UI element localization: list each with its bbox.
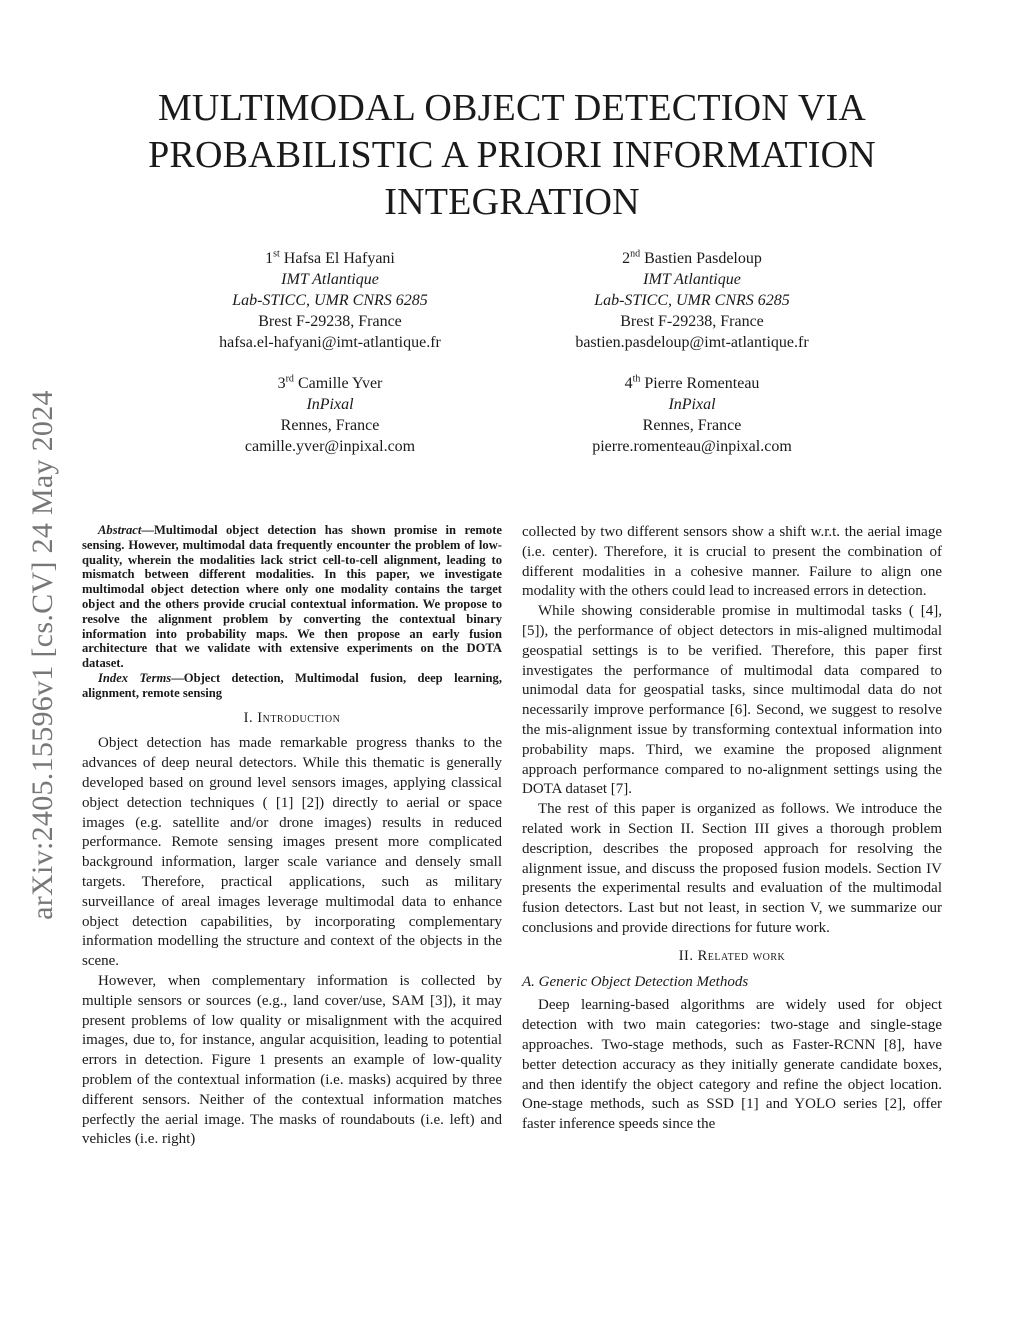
author-ordinal: 3 xyxy=(277,375,286,392)
author-name-line xyxy=(180,373,480,394)
author-ordinal-suffix: th xyxy=(632,373,641,385)
section-number: I. xyxy=(243,709,258,726)
author-email: camille.yver@inpixal.com xyxy=(244,438,416,455)
abstract-text: —Multimodal object detection has shown promise in remote sensing. However, multimodal data frequently encounter the problem of low-quality, wherein the modalities lack strict cell-to-cell alignment, leading to mismatch between different modalities. In this paper, we investigate multimodal object detection where only one modality contains the target object and the others provide crucial contextual information. We propose to resolve the alignment problem by converting the contextual binary information into probability maps. We then propose an early fusion architecture that we validate with extensive experiments on the DOTA dataset. xyxy=(82,523,502,671)
author-ordinal: 1 xyxy=(265,250,274,267)
author-block-3 xyxy=(180,373,480,457)
section-title: Introduction xyxy=(257,709,341,726)
author-address: Brest F-29238, France xyxy=(620,313,764,330)
section-heading-related-work xyxy=(522,947,942,967)
author-ordinal-suffix: rd xyxy=(285,373,294,385)
author-ordinal: 4 xyxy=(624,375,633,392)
author-name: Bastien Pasdeloup xyxy=(644,250,762,267)
author-name: Hafsa El Hafyani xyxy=(283,250,395,267)
author-affiliation: InPixal xyxy=(668,396,716,413)
author-affiliation: IMT Atlantique xyxy=(643,271,741,288)
author-name-line xyxy=(542,248,842,269)
related-work-paragraph-1: Deep learning-based algorithms are widely used for object detection with two main categories: two-stage and single-stage approaches. Two-stage methods, such as Faster-RCNN [8], have better detection accuracy as they initially generate candidate boxes, and then identify the object category and refine the object location. One-stage methods, such as SSD [1] and YOLO series [2], offer faster inference speeds since the xyxy=(522,997,942,1133)
author-lab: Lab-STICC, UMR CNRS 6285 xyxy=(232,292,428,309)
paper-title: MULTIMODAL OBJECT DETECTION VIA PROBABILISTIC A PRIORI INFORMATION INTEGRATION xyxy=(148,87,876,223)
author-address: Rennes, France xyxy=(642,417,742,434)
subsection-heading: A. Generic Object Detection Methods xyxy=(522,973,749,990)
author-address: Brest F-29238, France xyxy=(258,313,402,330)
intro-paragraph-2-continued: collected by two different sensors show a shift w.r.t. the aerial image (i.e. center). Therefore, it is crucial to present the combination of different modalities in a cohesive manner. Failure to align one modality with the others could lead to increased errors in detection. xyxy=(522,524,942,600)
author-name-line xyxy=(542,373,842,394)
author-block-1 xyxy=(180,248,480,353)
index-terms xyxy=(82,671,502,701)
left-column xyxy=(82,523,502,1150)
abstract-label: Abstract xyxy=(98,523,142,537)
index-terms-label: Index Terms xyxy=(98,670,172,685)
author-ordinal-suffix: st xyxy=(273,248,280,260)
intro-paragraph-1: Object detection has made remarkable progress thanks to the advances of deep neural detectors. While this thematic is generally developed based on ground level sensors images, applying classical object detection techniques ( [1] [2]) directly to aerial or space images (e.g. satellite and/or drone images) results in reduced performance. Remote sensing images present more complicated background information, larger scale variance and densely small targets. Therefore, practical applications, such as military surveillance of areal images leverage multimodal data to enhance object detection capabilities, by incorporating complementary information modelling the structure and context of the objects in the scene. xyxy=(82,735,502,970)
section-number: II. xyxy=(678,947,698,964)
abstract xyxy=(82,523,502,671)
section-title: Related work xyxy=(697,947,786,964)
arxiv-stamp xyxy=(23,345,63,965)
author-affiliation: InPixal xyxy=(306,396,354,413)
arxiv-stamp-text: arXiv:2405.15596v1 [cs.CV] 24 May 2024 xyxy=(26,390,59,920)
author-email: bastien.pasdeloup@imt-atlantique.fr xyxy=(575,334,809,351)
intro-paragraph-2: However, when complementary information is collected by multiple sensors or sources (e.g., land cover/use, SAM [3]), it may present problems of low quality or misalignment with the acquired images, due to, for instance, angular acquisition, leading to potential errors in detection. Figure 1 presents an example of low-quality problem of the contextual information (i.e. masks) acquired by three different sensors. Neither of the contextual information matches perfectly the aerial image. The masks of roundabouts (i.e. left) and vehicles (i.e. right) xyxy=(82,972,502,1148)
author-lab: Lab-STICC, UMR CNRS 6285 xyxy=(594,292,790,309)
author-ordinal-suffix: nd xyxy=(630,248,641,260)
right-column xyxy=(522,523,942,1135)
author-name: Pierre Romenteau xyxy=(644,375,760,392)
author-ordinal: 2 xyxy=(622,250,631,267)
author-block-4 xyxy=(542,373,842,457)
author-name-line xyxy=(180,248,480,269)
intro-paragraph-3: While showing considerable promise in multimodal tasks ( [4], [5]), the performance of object detectors in mis-aligned multimodal geospatial settings is to be verified. Therefore, this paper first investigates the performance of multimodal data compared to unimodal data for geospatial tasks, since multimodal data do not necessarily improve performance [6]. Second, we suggest to resolve the mis-alignment issue by transforming contextual information into probability maps. Third, we examine the proposed alignment approach performance compared to no-alignment settings using the DOTA dataset [7]. xyxy=(522,603,942,798)
index-terms-text: —Object detection, Multimodal fusion, deep learning, alignment, remote sensing xyxy=(82,670,502,700)
author-address: Rennes, France xyxy=(280,417,380,434)
author-name: Camille Yver xyxy=(297,375,383,392)
intro-paragraph-4: The rest of this paper is organized as follows. We introduce the related work in Section II. Section III gives a thorough problem description, describes the proposed approach for resolving the alignment issue, and discuss the proposed fusion models. Section IV presents the experimental results and evaluation of the multimodal fusion detectors. Last but not least, in section V, we summarize our conclusions and provide directions for future work. xyxy=(522,801,942,936)
section-heading-introduction xyxy=(82,709,502,729)
author-email: pierre.romenteau@inpixal.com xyxy=(592,438,792,455)
author-email: hafsa.el-hafyani@imt-atlantique.fr xyxy=(219,334,441,351)
author-affiliation: IMT Atlantique xyxy=(281,271,379,288)
author-block-2 xyxy=(542,248,842,353)
